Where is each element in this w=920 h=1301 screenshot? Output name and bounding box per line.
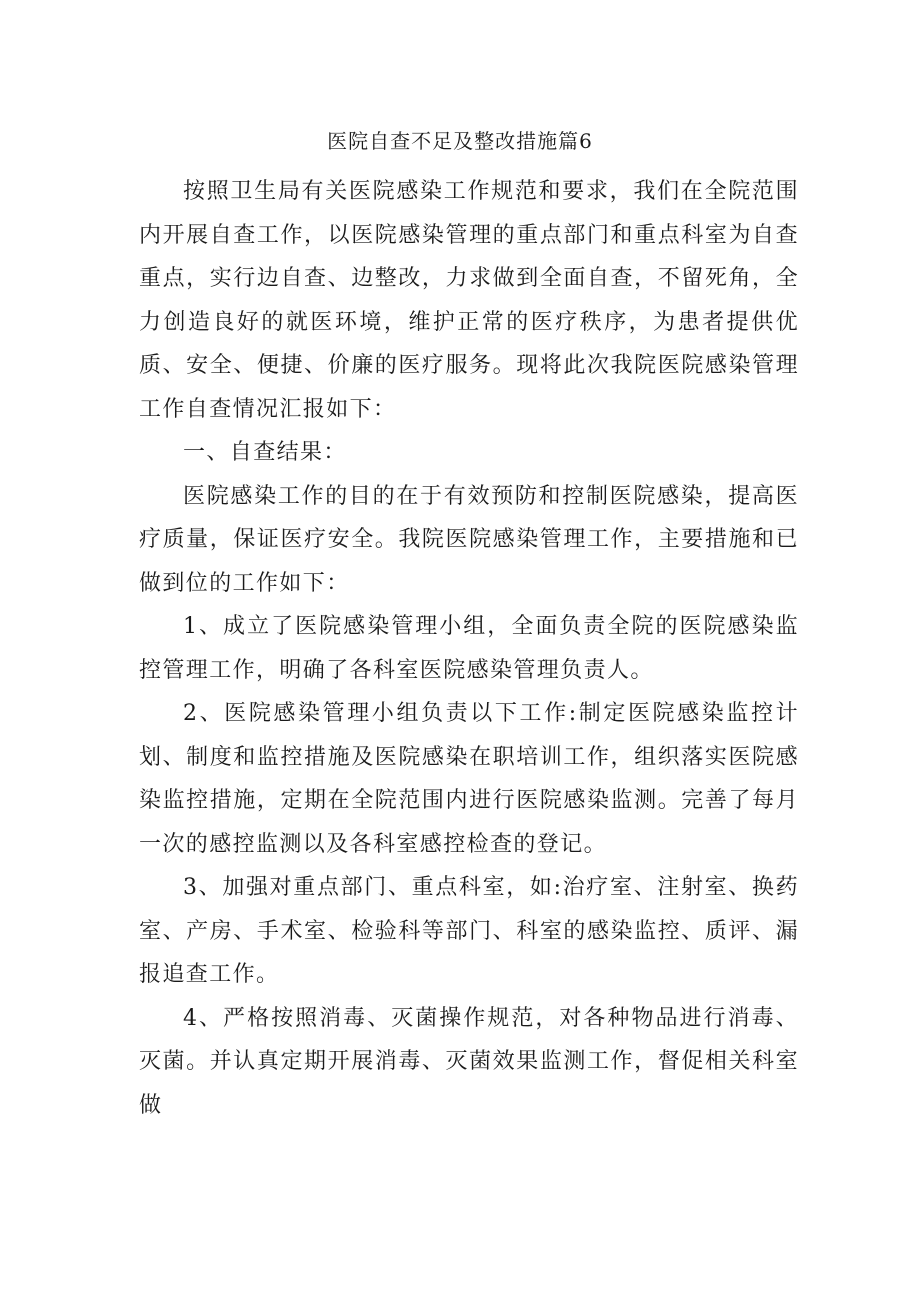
paragraph-item-3: 3、加强对重点部门、重点科室，如:治疗室、注射室、换药室、产房、手术室、检验科等部门、科室的感染监控、质评、漏报追查工作。 bbox=[139, 875, 799, 987]
paragraph-item-4: 4、严格按照消毒、灭菌操作规范，对各种物品进行消毒、灭菌。并认真定期开展消毒、灭菌效果监测工作，督促相关科室做 bbox=[139, 1005, 799, 1118]
paragraph-item-1: 1、成立了医院感染管理小组，全面负责全院的医院感染监控管理工作，明确了各科室医院感染管理负责人。 bbox=[139, 614, 799, 683]
section-heading-self-check-results: 一、自查结果： bbox=[183, 440, 347, 465]
paragraph-intro: 按照卫生局有关医院感染工作规范和要求，我们在全院范围内开展自查工作，以医院感染管理的重点部门和重点科室为自查重点，实行边自查、边整改，力求做到全面自查，不留死角，全力创造良好的就医环境，维护正常的医疗秩序，为患者提供优质、安全、便捷、价廉的医疗服务。现将此次我院医院感染管理工作自查情况汇报如下： bbox=[139, 179, 799, 422]
document-body bbox=[139, 170, 799, 1127]
paragraph-item-2: 2、医院感染管理小组负责以下工作:制定医院感染监控计划、制度和监控措施及医院感染在职培训工作，组织落实医院感染监控措施，定期在全院范围内进行医院感染监测。完善了每月一次的感控监测以及各科室感控检查的登记。 bbox=[139, 701, 799, 857]
document-title: 医院自查不足及整改措施篇6 bbox=[327, 129, 593, 153]
paragraph-purpose: 医院感染工作的目的在于有效预防和控制医院感染，提高医疗质量，保证医疗安全。我院医院感染管理工作，主要措施和已做到位的工作如下： bbox=[139, 483, 799, 596]
